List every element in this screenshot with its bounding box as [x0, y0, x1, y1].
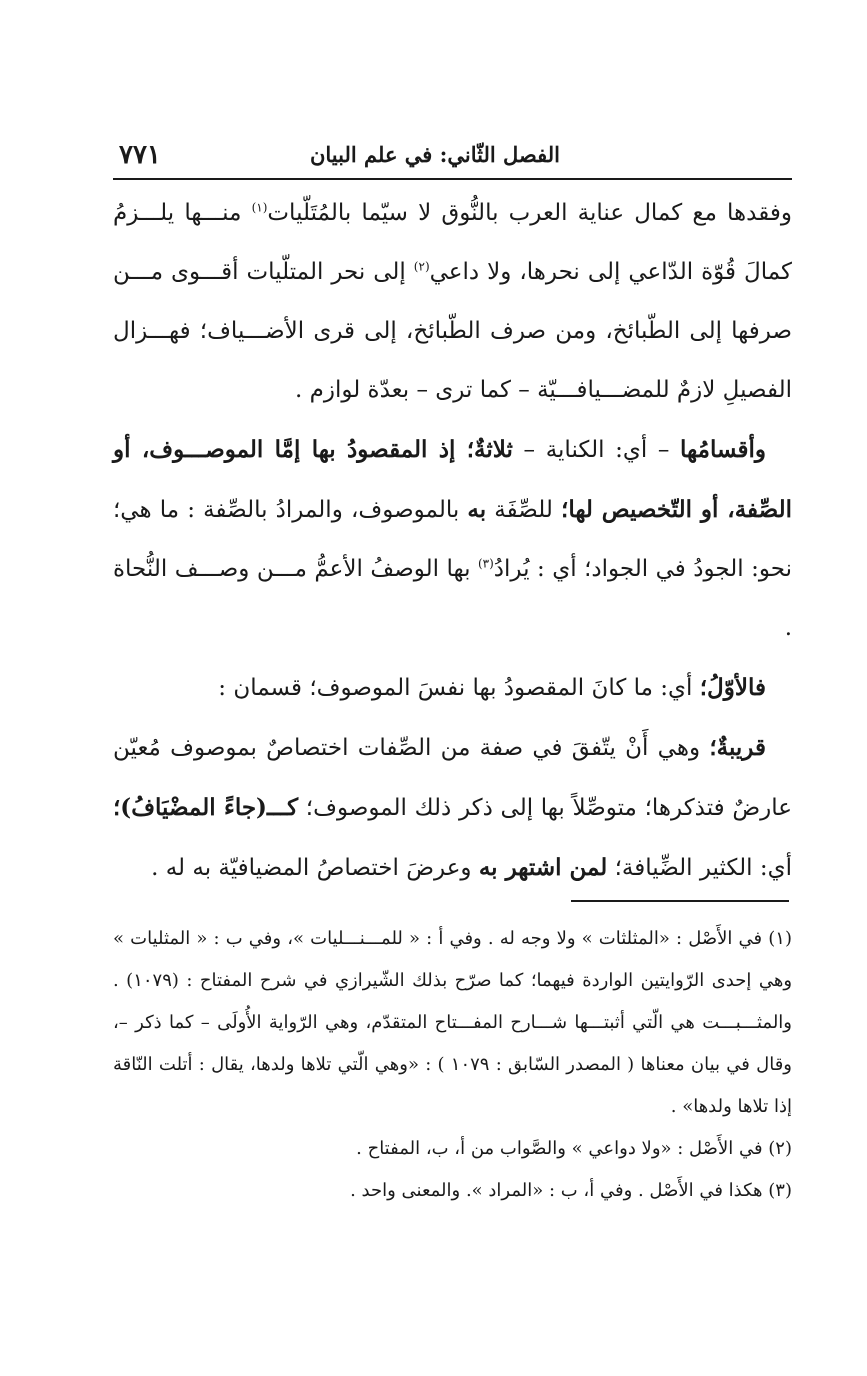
- bold-term: كـــ(جاءً المضْيَافُ)؛: [113, 794, 299, 821]
- page-header: [113, 138, 792, 180]
- footnote-2: (٢) في الأَصْل : «ولا دواعي » والصَّواب من أ، ب، المفتاح .: [356, 1138, 792, 1159]
- paragraph-2: [113, 420, 792, 658]
- text-run: بالموصوف، والمرادُ بالصِّفة : ما هي؛ نحو: الجودُ في الجواد؛ أي : يُرادُ: [113, 497, 792, 582]
- paragraph-3: [113, 658, 792, 718]
- paragraph-4: [113, 718, 792, 898]
- footnote-3: (٣) هكذا في الأَصْل . وفي أ، ب : «المراد ». والمعنى واحد .: [350, 1180, 792, 1201]
- bold-term: فالأوّلُ؛: [699, 674, 766, 701]
- text-run: للصِّفَة: [486, 497, 562, 523]
- main-text: [113, 184, 792, 898]
- footnote-1: (١) في الأَصْل : «المثلثات » ولا وجه له . وفي أ : « للمـــنـــليات »، وفي ب : « المثليات » وهي إحدى الرّوايتين الواردة فيهما؛ كما صرّح بذلك الشّيرازي في شرح المفتاح : (١٠٧٩) . والمثـــبـــت هي الّتي أثبتـــها شـــارح المفـــتاح المتقدّم، وهي الرّواية الأُولَى – كما ذكر –، وقال في بيان معناها ( المصدر السّابق : ١٠٧٩ ) : «وهي الّتي تلاها ولدها، يقال : أتلت النّاقة إذا تلاها ولدها» .: [113, 928, 793, 1117]
- footnote-ref-3: (٣): [477, 556, 494, 571]
- bold-term: به: [467, 496, 487, 523]
- footnote-separator: [571, 900, 789, 902]
- text-run: وهي أَنْ يتّفقَ في صفة من الصِّفات اختصاصٌ بموصوف مُعيّن عارضٌ فتذكرها؛ متوصِّلاً بها إلى ذكر ذلك الموصوف؛: [113, 735, 792, 821]
- text-run: بها الوصفُ الأعمُّ مـــن وصـــف النُّحاة .: [113, 556, 792, 641]
- bold-term: قريبةٌ؛: [709, 734, 766, 761]
- text-run: أي: ما كانَ المقصودُ بها نفسَ الموصوف؛ قسمان :: [218, 675, 700, 701]
- footnote-ref-2: (٢): [413, 259, 430, 274]
- text-run: وفقدها مع كمال عناية العرب بالنُّوق لا سيّما بالمُتَلّيات: [267, 200, 792, 226]
- text-run: – أي: الكناية –: [512, 437, 681, 463]
- text-run: منـــها يلـــزمُ كمالَ قُوّة الدّاعي إلى نحرها، ولا داعي: [113, 200, 792, 285]
- footnotes: [113, 918, 792, 1212]
- page-number: ٧٧١: [119, 140, 161, 170]
- running-title: الفصل الثّاني: في علم البيان: [309, 142, 560, 167]
- text-run: وعرضَ اختصاصُ المضيافيّة به له .: [151, 855, 479, 881]
- paragraph-1: [113, 184, 792, 420]
- footnote-ref-1: (١): [251, 200, 268, 215]
- bold-term: وأقسامُها: [680, 436, 766, 463]
- bold-term: لمن اشتهر به: [478, 854, 608, 881]
- bold-term: ثلاثةٌ؛ إذ المقصودُ بها إمَّا الموصـــوف، أو الصِّفة، أو التّخصيص لها؛: [113, 436, 793, 523]
- text-run: إلى نحر المتلّيات أقـــوى مـــن صرفها إلى الطّبائخ، ومن صرف الطّبائخ، إلى قرى الأضـــياف؛ فهـــزال الفصيلِ لازمٌ للمضـــيافـــيّة – كما ترى – بعدّة لوازم .: [113, 259, 792, 403]
- text-run: أي: الكثير الضِّيافة؛: [607, 855, 792, 881]
